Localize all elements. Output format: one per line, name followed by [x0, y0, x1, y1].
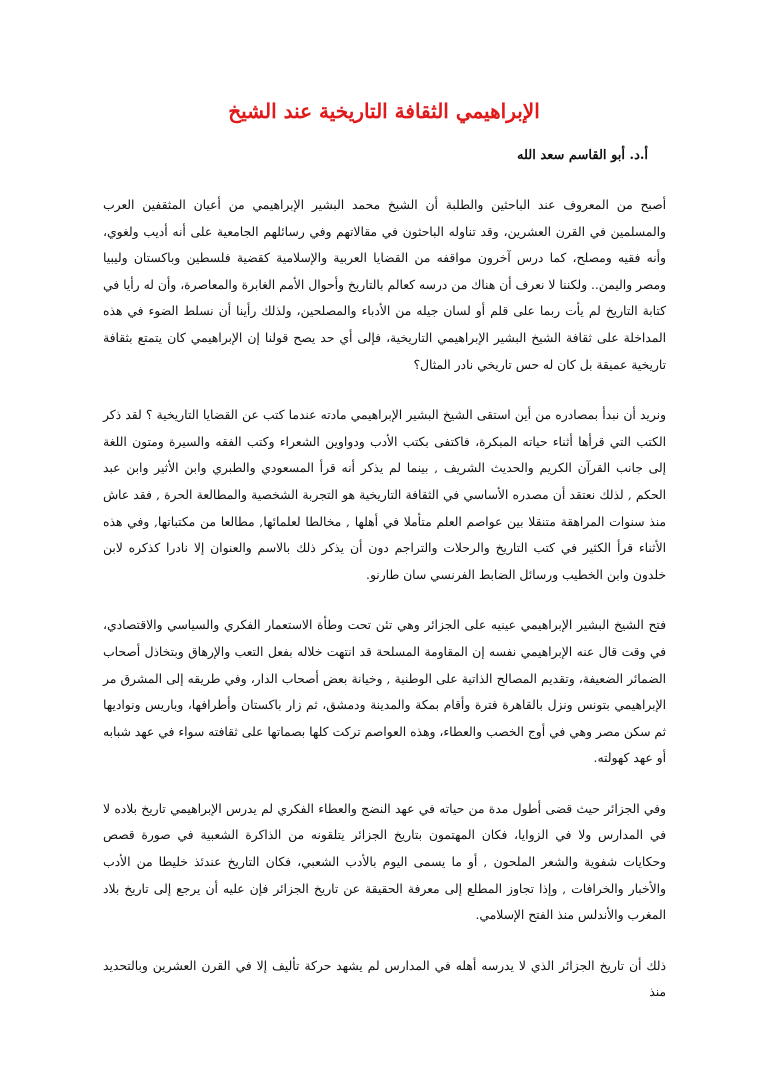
paragraph-4: وفي الجزائر حيث قضى أطول مدة من حياته في عهد النضج والعطاء الفكري لم يدرس الإبراهيمي تاريخ بلاده لا في المدارس ولا في الزوايا، فكان المهتمون بتاريخ الجزائر يتلقونه من الذاكرة الشعبية في صورة قصص وحكايات شفوية والشعر الملحون , أو ما يسمى اليوم بالأدب الشعبي، فكان التاريخ عندئذ خليطا من الأدب والأخبار والخرافات , وإذا تجاوز المطلع إلى معرفة الحقيقة عن تاريخ الجزائر فإن عليه أن يرجع إلى تاريخ بلاد المغرب والأندلس منذ الفتح الإسلامي. [103, 801, 666, 923]
paragraph-3: فتح الشيخ البشير الإبراهيمي عينيه على الجزائر وهي تئن تحت وطأة الاستعمار الفكري والسياسي والاقتصادي، في وقت قال عنه الإبراهيمي نفسه إن المقاومة المسلحة قد انتهت خلاله بفعل التعب والإرهاق وبتخاذل أصحاب الضمائر الضعيفة، وتقديم المصالح الذاتية على الوطنية , وخيانة بعض أصحاب الدار، وفي طريقه إلى المشرق مر الإبراهيمي بتونس ونزل بالقاهرة فترة وأقام بمكة والمدينة ودمشق، ثم زار باكستان وأطرافها، وباريس ونواديها ثم سكن مصر وهي في أوج الخصب والعطاء، وهذه العواصم تركت كلها بصماتها على ثقافته سواء في عهد شبابه أو عهد كهولته. [103, 618, 666, 766]
author-name: أ.د. أبو القاسم سعد الله [517, 148, 648, 163]
paragraph-2: ونريد أن نبدأ بمصادره من أين استقى الشيخ البشير الإبراهيمي مادته عندما كتب عن القضايا التاريخية ؟ لقد ذكر الكتب التي قرأها أثناء حياته المبكرة، فاكتفى بكتب الأدب ودواوين الشعراء وكتب الفقه والسيرة ومتون اللغة إلى جانب القرآن الكريم والحديث الشريف , بينما لم يذكر أنه قرأ المسعودي والطبري وابن الأثير وابن عبد الحكم , لذلك نعتقد أن مصدره الأساسي في الثقافة التاريخية هو التجربة الشخصية والمطالعة الحرة , فقد عاش منذ سنوات المراهقة متنقلا بين عواصم العلم متأملا في أهلها , مخالطا لعلمائها, مطالعا من مكتباتها, وفي هذه الأثناء قرأ الكثير في كتب التاريخ والرحلات والتراجم دون أن يذكر ذلك بالاسم والعنوان إلا نادرا كذكره لابن خلدون وابن الخطيب ورسائل الضابط الفرنسي سان طارنو. [103, 408, 666, 582]
paragraph-1: أصبح من المعروف عند الباحثين والطلبة أن الشيخ محمد البشير الإبراهيمي من أعيان المثقفين العرب والمسلمين في القرن العشرين، وقد تناوله الباحثون في مقالاتهم وفي رسائلهم الجامعية على أنه أديب ولغوي، وأنه فقيه ومصلح، كما درس آخرون مواقفه من القضايا العربية والإسلامية كقضية فلسطين وباكستان وليبيا ومصر واليمن.. ولكننا لا نعرف أن هناك من درسه كعالم بالتاريخ وأحوال الأمم الغابرة والمعاصرة، وأن له رأيا في كتابة التاريخ لم يأت ربما على قلم أو لسان جيله من الأدباء والمصلحين، ولذلك رأينا أن نسلط الضوء في هذه المداخلة على ثقافة الشيخ البشير الإبراهيمي التاريخية، فإلى أي حد يصح قولنا إن الإبراهيمي كان يتمتع بثقافة تاريخية عميقة بل كان له حس تاريخي نادر المثال؟ [103, 198, 666, 372]
paragraph-5: ذلك أن تاريخ الجزائر الذي لا يدرسه أهله في المدارس لم يشهد حركة تأليف إلا في القرن العشرين وبالتحديد منذ [103, 958, 666, 1000]
document-title: الإبراهيمي الثقافة التاريخية عند الشيخ [228, 99, 540, 123]
document-body [103, 192, 666, 1030]
